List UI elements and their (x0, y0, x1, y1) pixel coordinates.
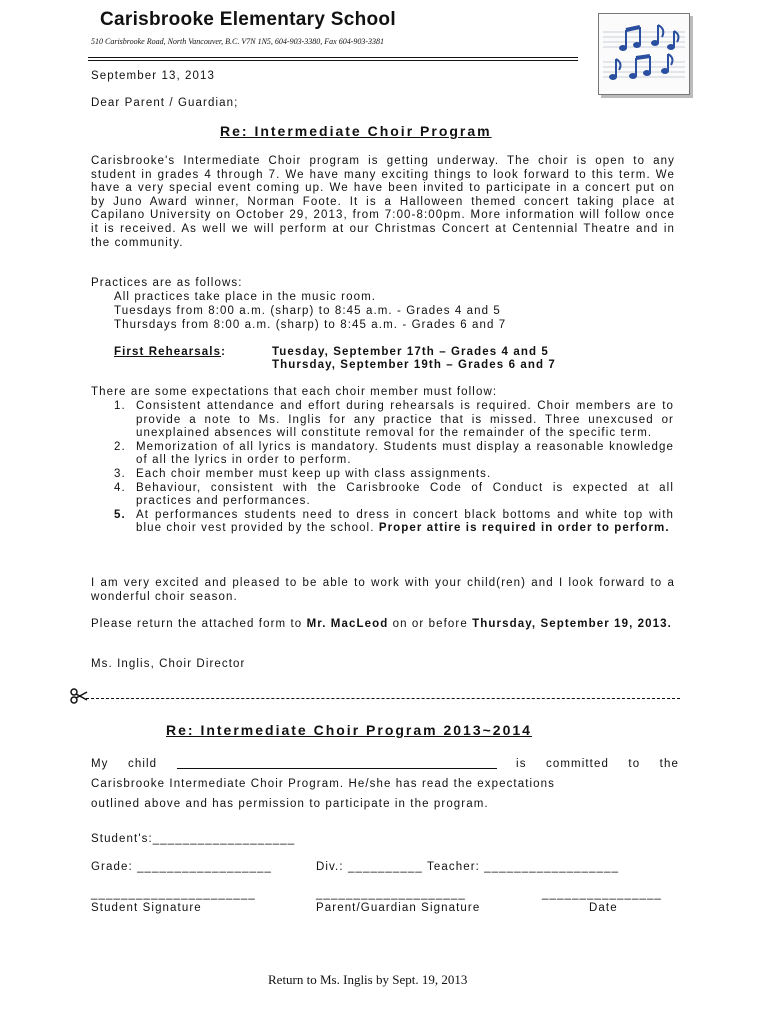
date-field[interactable]: ________________ (542, 888, 662, 900)
rehearsal-date: Tuesday, September 17th – Grades 4 and 5 (272, 346, 549, 358)
grade-field[interactable]: __________________ (137, 861, 272, 873)
letter-heading: Re: Intermediate Choir Program (220, 123, 492, 139)
form-heading: Re: Intermediate Choir Program 2013~2014 (166, 722, 532, 738)
student-field-row: Student's:___________________ (91, 833, 296, 845)
list-item: 5. At performances students need to dress in concert black bottoms and white top with blue choir vest provided by the school. Proper attire is required in order to perform. (114, 508, 674, 535)
salutation: Dear Parent / Guardian; (91, 97, 239, 109)
expectations-intro: There are some expectations that each choir member must follow: (91, 386, 498, 398)
footer-note: Return to Ms. Inglis by Sept. 19, 2013 (268, 972, 468, 987)
division-field[interactable]: __________ (347, 861, 423, 873)
student-signature-label: Student Signature (91, 902, 202, 914)
form-statement-line1: My child is committed to the (91, 758, 679, 770)
form-statement-line2: Carisbrooke Intermediate Choir Program. He/she has read the expectations (91, 778, 556, 790)
list-item: 4. Behaviour, consistent with the Carisbrooke Code of Conduct is expected at all practices and performances. (114, 481, 674, 508)
intro-paragraph: Carisbrooke's Intermediate Choir program is getting underway. The choir is open to any student in grades 4 through 7. We have many exciting things to look forward to this term. We have a very special event coming up. We have been invited to participate in a concert put on by Juno Award winner, Norman Foote. It is a Halloween themed concert taking place at Capilano University on October 29, 2013, from 7:00-8:00pm. More information will follow once it is received. As well we will perform at our Christmas Concert at Centennial Theatre and in the community. (91, 155, 675, 249)
practice-item: Thursdays from 8:00 a.m. (sharp) to 8:45 a.m. - Grades 6 and 7 (114, 319, 507, 331)
list-item: 1. Consistent attendance and effort during rehearsals is required. Choir members are to provide a note to Ms. Inglis for any practice that is missed. Three unexcused or unexplained absences will constitute removal for the remainder of the specific term. (114, 400, 674, 440)
header-rule (88, 57, 578, 58)
music-notes-icon (598, 13, 690, 95)
letter-date: September 13, 2013 (91, 70, 216, 82)
practice-item: All practices take place in the music room. (114, 291, 377, 303)
school-name: Carisbrooke Elementary School (100, 9, 396, 30)
practices-intro: Practices are as follows: (91, 277, 243, 289)
parent-signature-field[interactable]: ____________________ (316, 888, 466, 900)
practice-item: Tuesdays from 8:00 a.m. (sharp) to 8:45 a.m. - Grades 4 and 5 (114, 305, 501, 317)
list-item: 2. Memorization of all lyrics is mandatory. Students must display a reasonable knowledge of all the lyrics in order to perform. (114, 440, 674, 467)
expectations-list (114, 400, 674, 536)
header-rule-thin (88, 60, 578, 61)
grade-row: Grade: __________________ (91, 861, 272, 873)
return-instructions: Please return the attached form to Mr. MacLeod on or before Thursday, September 19, 2013. (91, 618, 672, 630)
form-statement-line3: outlined above and has permission to participate in the program. (91, 798, 489, 810)
rehearsal-date: Thursday, September 19th – Grades 6 and 7 (272, 359, 556, 371)
div-row: Div.: __________ Teacher: __________________ (316, 861, 620, 873)
student-signature-field[interactable]: ______________________ (91, 888, 256, 900)
parent-signature-label: Parent/Guardian Signature (316, 902, 481, 914)
date-label: Date (589, 902, 618, 914)
child-name-field[interactable] (177, 758, 497, 769)
list-item: 3. Each choir member must keep up with class assignments. (114, 467, 492, 480)
cut-line (86, 698, 680, 699)
teacher-field[interactable]: __________________ (484, 861, 620, 873)
closing-paragraph: I am very excited and pleased to be able to work with your child(ren) and I look forward to a wonderful choir season. (91, 577, 675, 603)
school-address: 510 Carisbrooke Road, North Vancouver, B.C. V7N 1N5, 604-903-3380, Fax 604-903-3381 (91, 37, 385, 46)
first-rehearsals-label: First Rehearsals: (114, 346, 227, 358)
signoff: Ms. Inglis, Choir Director (91, 658, 246, 670)
student-name-field[interactable]: ___________________ (152, 833, 296, 845)
